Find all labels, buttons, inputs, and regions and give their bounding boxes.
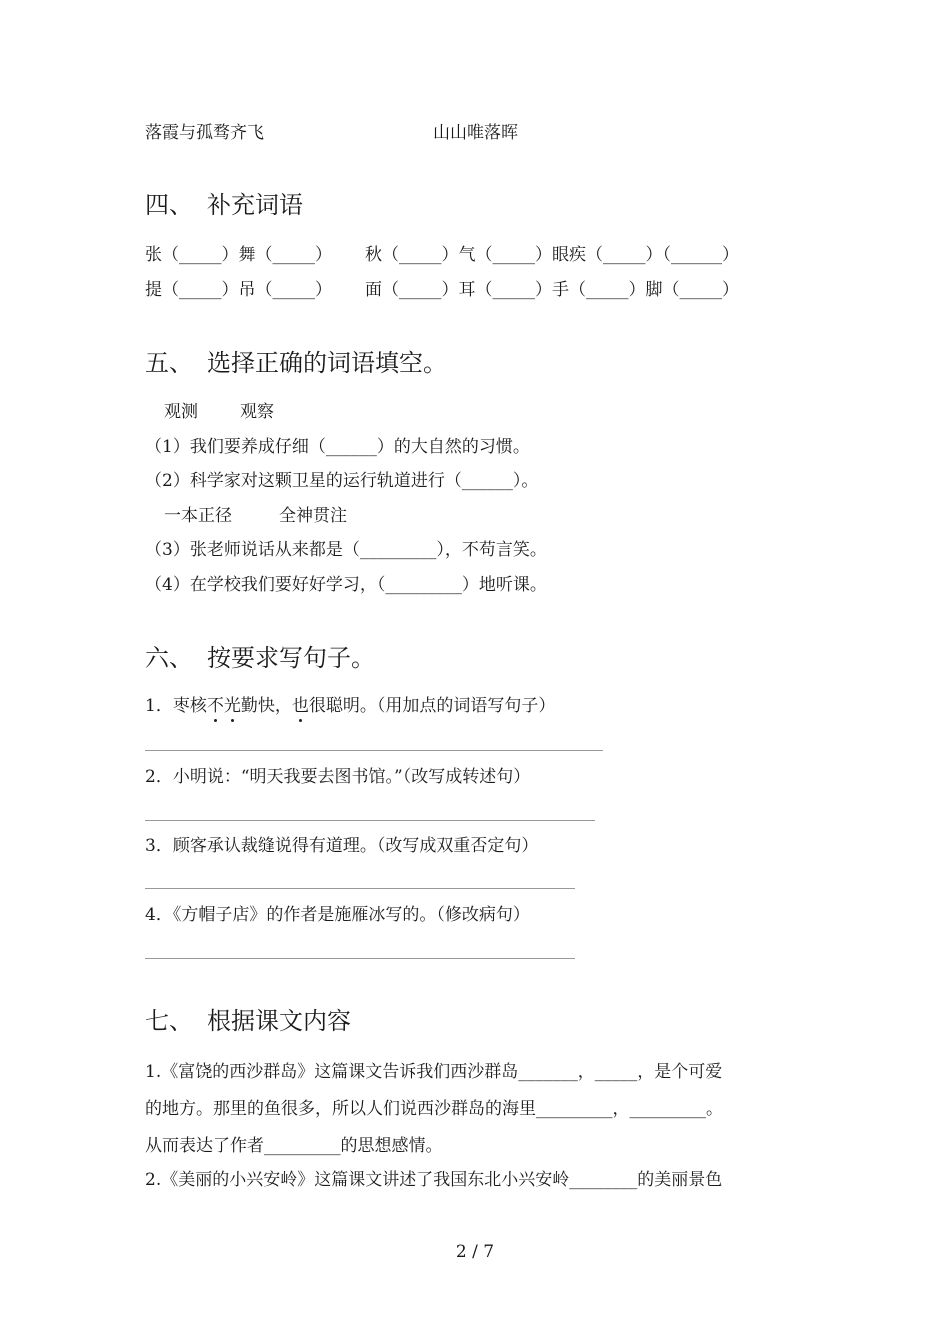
sentence-task-3: 3．顾客承认裁缝说得有道理。（改写成双重否定句）	[145, 836, 539, 856]
task-text: 很聪明。（用加点的词语写句子）	[308, 696, 556, 716]
poem-line-left: 落霞与孤骛齐飞	[145, 123, 264, 143]
reading-paragraph-1-line-3: 从而表达了作者_________的思想感情。	[145, 1136, 443, 1156]
word-option: 观测	[164, 402, 198, 422]
word-option: 一本正径	[164, 506, 232, 526]
page-number: 2 / 7	[455, 1242, 495, 1262]
answer-line[interactable]	[145, 958, 575, 959]
section-7-heading	[145, 1006, 351, 1036]
dotted-char: 不	[206, 696, 224, 716]
section-title: 按要求写句子。	[207, 644, 375, 672]
word-fill-row-2b: 面（_____）耳（_____）手（_____）脚（_____）	[365, 280, 739, 300]
poem-line-right: 山山唯落晖	[433, 123, 518, 143]
task-text: 勤快，	[240, 696, 292, 716]
word-option: 观察	[240, 402, 274, 422]
dotted-char: 光	[223, 696, 241, 716]
question-4: （4）在学校我们要好好学习，（_________）地听课。	[145, 575, 547, 595]
section-title: 选择正确的词语填空。	[207, 349, 447, 377]
task-text: 1．枣核	[145, 696, 207, 716]
answer-line[interactable]	[145, 750, 603, 751]
section-title: 根据课文内容	[207, 1007, 351, 1035]
word-fill-row-1b: 秋（_____）气（_____）眼疾（_____）（______）	[365, 245, 739, 265]
section-title: 补充词语	[207, 191, 303, 219]
section-5-heading	[145, 348, 447, 378]
word-option: 全神贯注	[279, 506, 347, 526]
reading-paragraph-1-line-1: 1.《富饶的西沙群岛》这篇课文告诉我们西沙群岛_______，_____，是个可爱	[145, 1062, 723, 1082]
sentence-task-4: 4．《方帽子店》的作者是施雁冰写的。（修改病句）	[145, 905, 530, 925]
section-number: 七、	[145, 1007, 193, 1035]
answer-line[interactable]	[145, 820, 595, 821]
word-fill-row-1a: 张（_____）舞（_____）	[145, 245, 332, 265]
question-3: （3）张老师说话从来都是（_________），不苟言笑。	[145, 540, 547, 560]
section-4-heading	[145, 190, 303, 220]
dotted-char: 也	[291, 696, 309, 716]
question-2: （2）科学家对这颗卫星的运行轨道进行（______）。	[145, 471, 539, 491]
word-fill-row-2a: 提（_____）吊（_____）	[145, 280, 332, 300]
reading-paragraph-2-line-1: 2.《美丽的小兴安岭》这篇课文讲述了我国东北小兴安岭________的美丽景色	[145, 1170, 723, 1190]
reading-paragraph-1-line-2: 的地方。那里的鱼很多，所以人们说西沙群岛的海里_________，_________。	[145, 1099, 723, 1119]
sentence-task-2: 2．小明说：“明天我要去图书馆。”（改写成转述句）	[145, 767, 531, 787]
sentence-task-1	[145, 695, 555, 717]
section-6-heading	[145, 643, 375, 673]
section-number: 六、	[145, 644, 193, 672]
question-1: （1）我们要养成仔细（______）的大自然的习惯。	[145, 437, 530, 457]
section-number: 四、	[145, 191, 193, 219]
section-number: 五、	[145, 349, 193, 377]
answer-line[interactable]	[145, 888, 575, 889]
